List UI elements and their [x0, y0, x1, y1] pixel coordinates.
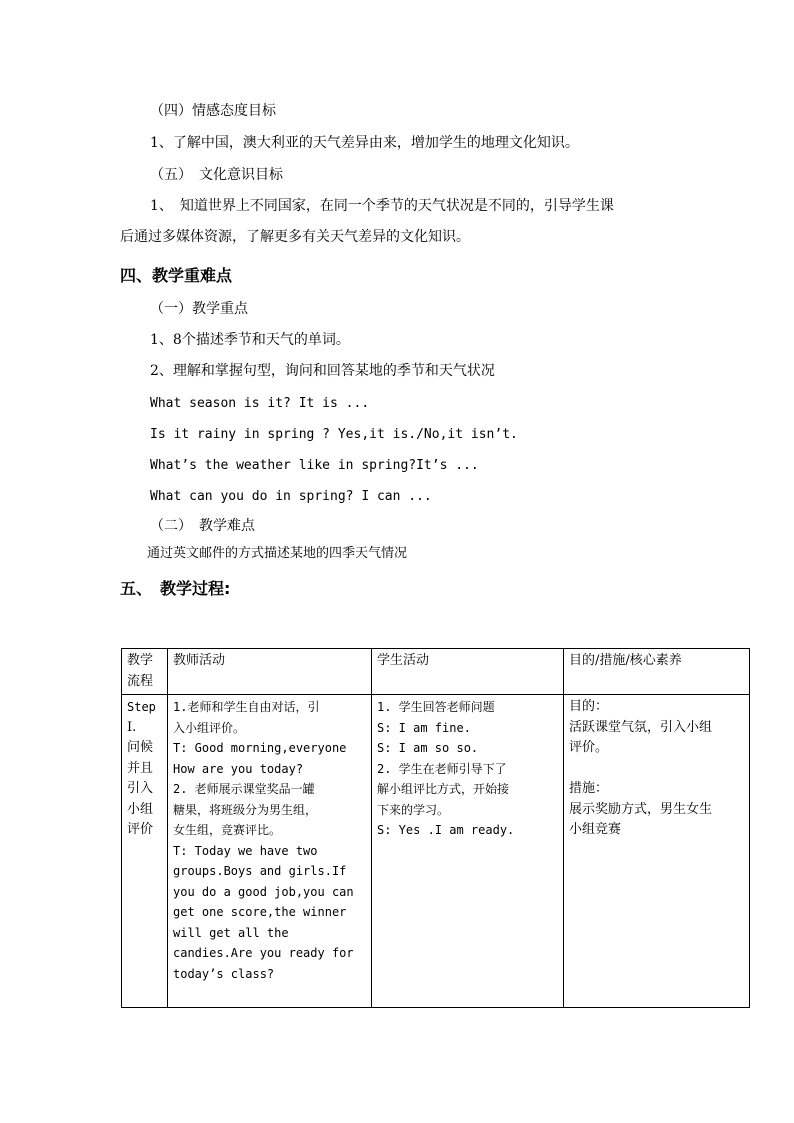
header-purpose: 目的/措施/核心素养	[564, 649, 750, 695]
purpose-line: 展示奖励方式，男生女生	[569, 801, 713, 817]
teaching-process-table	[121, 648, 750, 1008]
table-header-row	[122, 649, 750, 695]
heading-key-difficult: 四、教学重难点	[120, 266, 233, 285]
step-line: Ⅰ.	[127, 719, 137, 735]
section-culture-item-line1: 1、 知道世界上不同国家，在同一个季节的天气状况是不同的，引导学生课	[150, 198, 614, 214]
sentence-pattern-2: Is it rainy in spring ? Yes,it is./No,it isn’t.	[150, 427, 518, 442]
purpose-line: 措施：	[569, 781, 609, 796]
student-line: 下来的学习。	[377, 802, 450, 817]
difficult-points-title: （二） 教学难点	[150, 518, 255, 534]
step-line: 评价	[127, 822, 154, 837]
key-points-title: （一）教学重点	[150, 301, 248, 317]
header-flow-line: 教学	[127, 653, 154, 668]
teacher-line: groups.Boys and girls.If	[173, 864, 347, 878]
header-flow	[122, 649, 168, 695]
student-line: 1. 学生回答老师问题	[377, 700, 495, 714]
teacher-line: 女生组，竞赛评比。	[173, 823, 282, 837]
teacher-line: How are you today?	[173, 761, 304, 776]
step-line: Step	[127, 700, 156, 714]
step-line: 小组	[127, 801, 154, 817]
purpose-line: 评价。	[569, 740, 609, 755]
heading-teaching-process: 五、 教学过程:	[120, 579, 231, 598]
purpose-cell	[564, 695, 750, 1008]
sentence-pattern-4: What can you do in spring? I can ...	[150, 489, 432, 504]
header-flow-line: 流程	[127, 673, 154, 689]
section-culture-title: （五） 文化意识目标	[150, 167, 283, 183]
purpose-line: 活跃课堂气氛，引入小组	[569, 719, 713, 735]
step-line: 引入	[127, 781, 154, 796]
step-cell	[122, 695, 168, 1008]
key-points-item2: 2、理解和掌握句型，询问和回答某地的季节和天气状况	[150, 363, 495, 379]
difficult-points-item: 通过英文邮件的方式描述某地的四季天气情况	[147, 546, 408, 561]
teacher-line: 入小组评价。	[173, 720, 246, 735]
teacher-line: will get all the	[173, 925, 289, 940]
teacher-line: 1.老师和学生自由对话，引	[173, 700, 320, 714]
sentence-pattern-3: What’s the weather like in spring?It’s ...	[150, 458, 479, 473]
teacher-line: candies.Are you ready for	[173, 946, 354, 960]
header-teacher-activity: 教师活动	[168, 649, 372, 695]
student-line: S: Yes .I am ready.	[377, 823, 515, 837]
student-line: S: I am fine.	[377, 720, 471, 735]
purpose-line: 目的：	[569, 699, 609, 714]
student-activity-cell	[372, 695, 564, 1008]
teacher-line: 2. 老师展示课堂奖品一罐	[173, 782, 315, 796]
step-line: 并且	[127, 760, 154, 776]
student-line: 2. 学生在老师引导下了	[377, 761, 507, 776]
step-line: 问候	[127, 740, 154, 755]
table-row	[122, 695, 750, 1008]
section-affective-title: （四）情感态度目标	[150, 103, 276, 119]
sentence-pattern-1: What season is it? It is ...	[150, 396, 370, 411]
teacher-line: T: Today we have two	[173, 843, 318, 858]
section-culture-item-line2: 后通过多媒体资源，了解更多有关天气差异的文化知识。	[120, 229, 470, 245]
purpose-line	[569, 759, 744, 780]
student-line: 解小组评比方式，开始接	[377, 782, 510, 796]
student-line: S: I am so so.	[377, 741, 479, 755]
teacher-line: 糖果，将班级分为男生组，	[173, 802, 318, 817]
section-affective-item: 1、了解中国，澳大利亚的天气差异由来，增加学生的地理文化知识。	[150, 135, 579, 151]
teacher-line: today’s class?	[173, 966, 275, 981]
header-student-activity: 学生活动	[372, 649, 564, 695]
teacher-line: you do a good job,you can	[173, 884, 354, 899]
teacher-activity-cell	[168, 695, 372, 1008]
key-points-item1: 1、8个描述季节和天气的单词。	[150, 332, 350, 348]
teacher-line: get one score,the winner	[173, 905, 347, 919]
teacher-line: T: Good morning,everyone	[173, 741, 347, 755]
purpose-line: 小组竞赛	[569, 822, 622, 837]
